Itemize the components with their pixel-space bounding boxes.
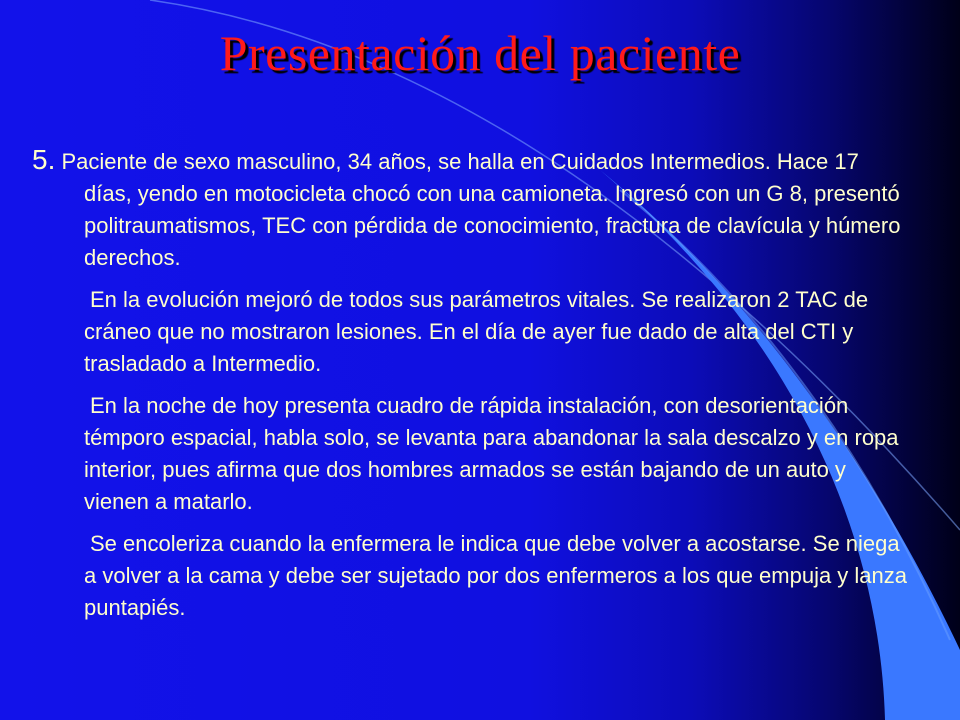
paragraph-text: Paciente de sexo masculino, 34 años, se halla en Cuidados Intermedios. Hace 17 días, yendo en motocicleta chocó con una camioneta. Ingresó con un G 8, presentó politraumatismos, TEC con pérdida de conocimiento, fractura de clavícula y húmero derechos. (61, 149, 901, 270)
case-description (32, 144, 912, 634)
case-paragraph-1 (32, 144, 912, 274)
case-paragraph-3: En la noche de hoy presenta cuadro de rápida instalación, con desorientación témporo espacial, habla solo, se levanta para abandonar la sala descalzo y en ropa interior, pues afirma que dos hombres armados se están bajando de un auto y vienen a matarlo. (84, 393, 899, 514)
case-paragraph-4: Se encoleriza cuando la enfermera le indica que debe volver a acostarse. Se niega a volver a la cama y debe ser sujetado por dos enfermeros a los que empuja y lanza puntapiés. (84, 531, 908, 620)
item-number: 5. (32, 144, 56, 175)
slide-title: Presentación del paciente (219, 25, 741, 81)
case-paragraph-2: En la evolución mejoró de todos sus parámetros vitales. Se realizaron 2 TAC de cráneo que no mostraron lesiones. En el día de ayer fue dado de alta del CTI y trasladado a Intermedio. (84, 287, 869, 376)
